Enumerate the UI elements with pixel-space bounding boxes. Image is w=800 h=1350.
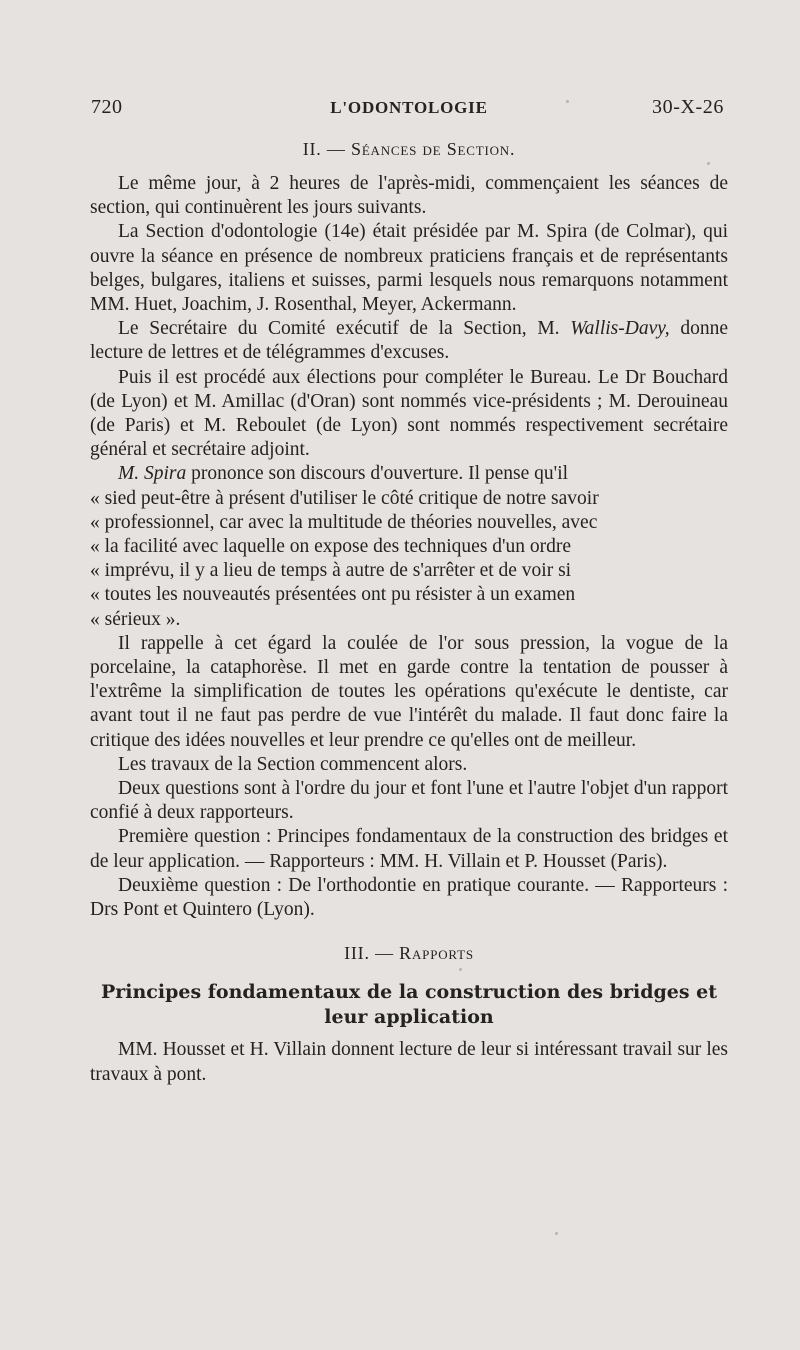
quote-line: « sied peut-être à présent d'utiliser le côté critique de notre savoir — [90, 487, 599, 509]
article-title: Principes fondamentaux de la construction des bridges et leur application — [100, 981, 718, 1029]
speaker-name: M. Spira — [118, 463, 187, 485]
quote-line: « imprévu, il y a lieu de temps à autre de s'arrêter et de voir si — [90, 560, 572, 582]
paragraph-secretary — [90, 317, 728, 365]
paragraph-elections: Puis il est procédé aux élections pour compléter le Bureau. Le Dr Bouchard (de Lyon) et M. Amillac (d'Oran) sont nommés vice-présidents ; M. Derouineau (de Paris) et M. Reboulet (de Lyon) sont nommés respectivement secrétaire général et secrétaire adjoint. — [90, 366, 728, 461]
paragraph-section-odontologie: La Section d'odontologie (14e) était présidée par M. Spira (de Colmar), qui ouvre la séance en présence de nombreux praticiens français et de représentants belges, bulgares, italiens et suisses, parmi lesquels nous remarquons notamment MM. Huet, Joachim, J. Rosenthal, Meyer, Ackermann. — [90, 221, 728, 316]
paragraph-two-questions: Deux questions sont à l'ordre du jour et font l'une et l'autre l'objet d'un rapport confié à deux rapporteurs. — [90, 778, 728, 824]
paragraph-article-intro: MM. Housset et H. Villain donnent lecture de leur si intéressant travail sur les travaux à pont. — [90, 1039, 728, 1085]
issue-date: 30-X-26 — [652, 96, 724, 118]
paragraph-secretary-end: donne lecture de lettres et de télégrammes d'excuses. — [90, 318, 729, 364]
secretary-name: Wallis-Davy, — [570, 318, 670, 340]
paper-speck — [707, 162, 710, 165]
paragraph-opening-speech — [90, 462, 728, 631]
journal-title: L'ODONTOLOGIE — [330, 98, 488, 117]
quote-line: « professionnel, car avec la multitude de théories nouvelles, avec — [90, 511, 598, 533]
running-head — [90, 88, 728, 122]
paper-speck — [566, 100, 569, 103]
paragraph-reminder: Il rappelle à cet égard la coulée de l'or sous pression, la vogue de la porcelaine, la cataphorèse. Il met en garde contre la tentation de pousser à l'extrême la simplification de toutes les opérations qu'exécute le dentiste, car avant tout il ne faut pas perdre de vue l'intérêt du malade. Il faut donc faire la critique des idées nouvelles et leur prendre ce qu'elles ont de meilleur. — [90, 632, 728, 751]
paragraph-same-day: Le même jour, à 2 heures de l'après-midi, commençaient les séances de section, qui continuèrent les jours suivants. — [90, 173, 728, 219]
paper-speck — [555, 1232, 558, 1235]
paragraph-first-question: Première question : Principes fondamentaux de la construction des bridges et de leur application. — Rapporteurs : MM. H. Villain et P. Housset (Paris). — [90, 826, 728, 872]
opening-speech-intro: prononce son discours d'ouverture. Il pense qu'il — [186, 463, 569, 485]
quote-line: « la facilité avec laquelle on expose des techniques d'un ordre — [90, 536, 572, 558]
section-heading-seances: II. — Séances de Section. — [302, 139, 516, 159]
paragraph-work-begins: Les travaux de la Section commencent alors. — [118, 753, 468, 775]
section-heading-rapports: III. — Rapports — [344, 943, 474, 964]
page-number: 720 — [91, 96, 123, 118]
page-content — [90, 88, 728, 1087]
quote-line: « toutes les nouveautés présentées ont pu résister à un examen — [90, 584, 576, 606]
paragraph-second-question: Deuxième question : De l'orthodontie en pratique courante. — Rapporteurs : Drs Pont et Quintero (Lyon). — [90, 874, 728, 921]
paper-speck — [459, 968, 462, 971]
quote-line: « sérieux ». — [90, 608, 181, 630]
paragraph-secretary-start: Le Secrétaire du Comité exécutif de la Section, M. — [118, 318, 571, 340]
